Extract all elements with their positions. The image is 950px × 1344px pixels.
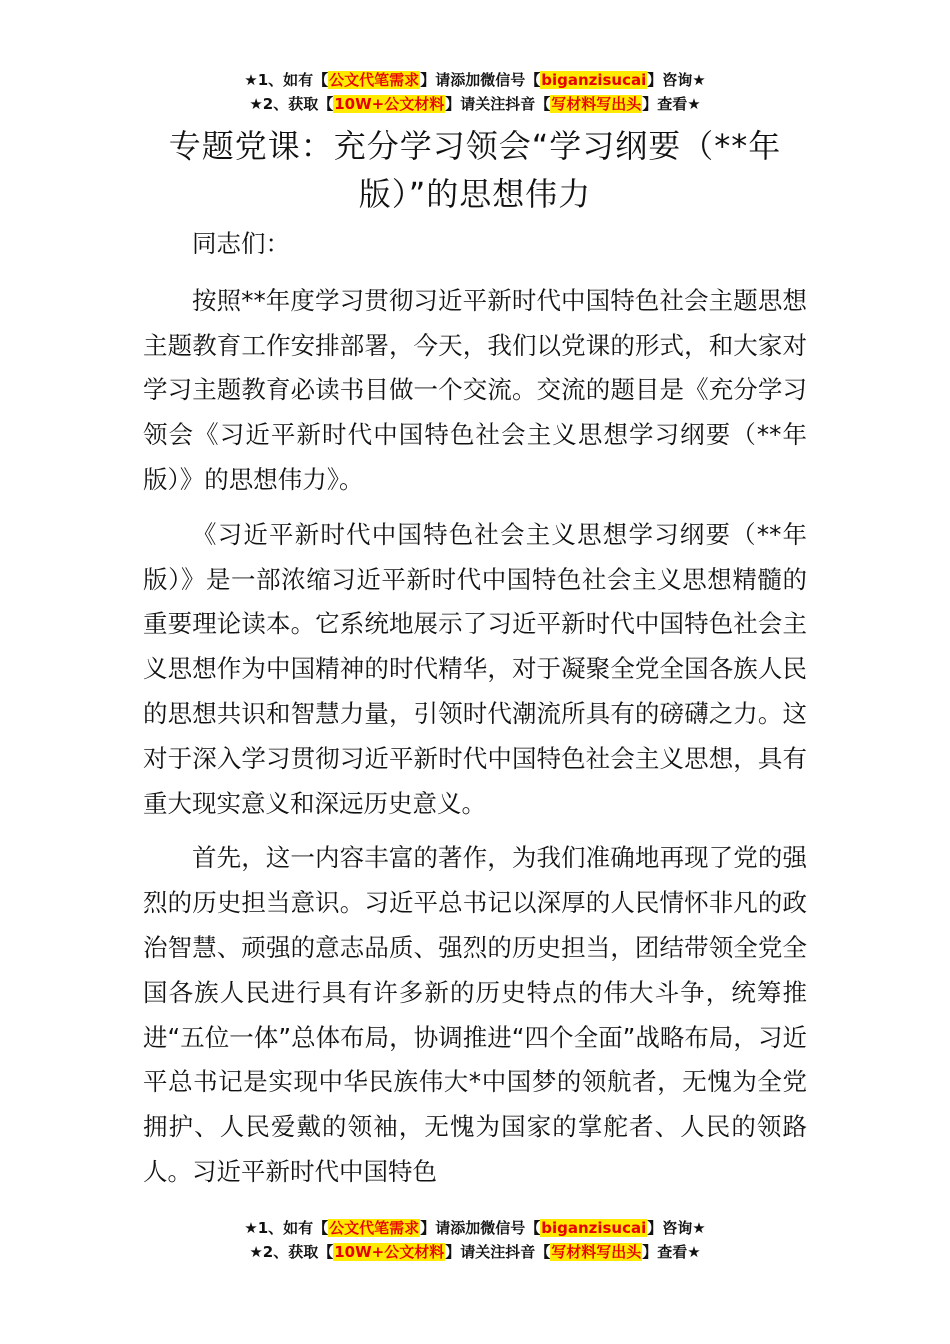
- footer-promo-line-1: [0, 1216, 950, 1240]
- promo-line-2: [0, 92, 950, 116]
- promo-line-2-prefix: ★2、获取【: [249, 95, 334, 113]
- promo-line-1-prefix: ★1、如有【: [244, 71, 329, 89]
- document-body: [143, 222, 807, 1205]
- body-paragraph-1: 按照**年度学习贯彻习近平新时代中国特色社会主题思想主题教育工作安排部署，今天，我们以党课的形式，和大家对学习主题教育必读书目做一个交流。交流的题目是《充分学习领会《习近平新时代中国特色社会主义思想学习纲要（**年版）》的思想伟力》。: [143, 285, 807, 494]
- footer-promo-line-2-middle: 】请关注抖音【: [445, 1243, 551, 1261]
- body-paragraph-2: 《习近平新时代中国特色社会主义思想学习纲要（**年版）》是一部浓缩习近平新时代中国特色社会主义思想精髓的重要理论读本。它系统地展示了习近平新时代中国特色社会主义思想作为中国精神的时代精华，对于凝聚全党全国各族人民的思想共识和智慧力量，引领时代潮流所具有的磅礴之力。这对于深入学习贯彻习近平新时代中国特色社会主义思想，具有重大现实意义和深远历史意义。: [143, 519, 807, 818]
- promo-line-1-middle: 】请添加微信号【: [420, 71, 541, 89]
- promo-line-2-suffix: 】查看★: [642, 95, 701, 113]
- footer-promo-line-1-prefix: ★1、如有【: [244, 1219, 329, 1237]
- footer-promo-line-2: [0, 1240, 950, 1264]
- footer-promo-line-1-suffix: 】咨询★: [647, 1219, 706, 1237]
- promo-line-1: [0, 68, 950, 92]
- promo-highlight-materials: 10W+公文材料: [334, 95, 445, 113]
- footer-promo-line-2-suffix: 】查看★: [642, 1243, 701, 1261]
- footer-promo-banner: [0, 1216, 950, 1264]
- promo-highlight-douyin: 写材料写出头: [551, 95, 642, 113]
- document-title: 专题党课：充分学习领会“学习纲要（**年版）”的思想伟力: [168, 127, 782, 213]
- promo-highlight-wechat-id: biganzisucai: [541, 71, 647, 89]
- salutation: 同志们：: [192, 229, 290, 258]
- footer-promo-highlight-douyin: 写材料写出头: [551, 1243, 642, 1261]
- footer-promo-line-2-prefix: ★2、获取【: [249, 1243, 334, 1261]
- footer-promo-line-1-middle: 】请添加微信号【: [420, 1219, 541, 1237]
- footer-promo-highlight-materials: 10W+公文材料: [334, 1243, 445, 1261]
- header-promo-banner: [0, 68, 950, 116]
- footer-promo-highlight-wechat-id: biganzisucai: [541, 1219, 647, 1237]
- promo-highlight-ghostwriting: 公文代笔需求: [329, 71, 420, 89]
- footer-promo-highlight-ghostwriting: 公文代笔需求: [329, 1219, 420, 1237]
- promo-line-2-middle: 】请关注抖音【: [445, 95, 551, 113]
- body-paragraph-3: 首先，这一内容丰富的著作，为我们准确地再现了党的强烈的历史担当意识。习近平总书记以深厚的人民情怀非凡的政治智慧、顽强的意志品质、强烈的历史担当，团结带领全党全国各族人民进行具有许多新的历史特点的伟大斗争，统筹推进“五位一体”总体布局，协调推进“四个全面”战略布局，习近平总书记是实现中华民族伟大*中国梦的领航者，无愧为全党拥护、人民爱戴的领袖，无愧为国家的掌舵者、人民的领路人。习近平新时代中国特色: [143, 843, 807, 1186]
- promo-line-1-suffix: 】咨询★: [647, 71, 706, 89]
